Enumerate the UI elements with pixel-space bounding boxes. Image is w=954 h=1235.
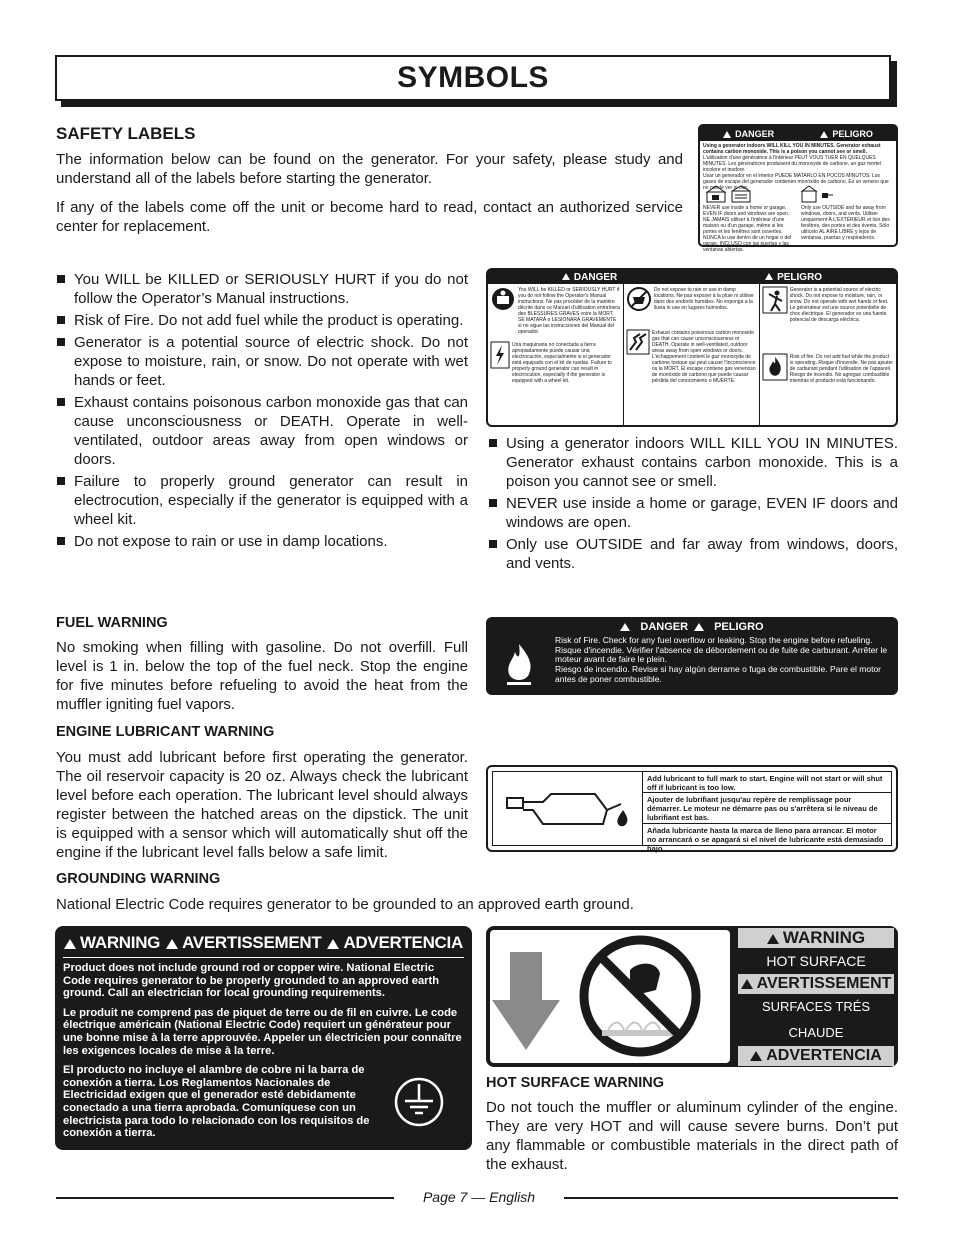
lubricant-label-es: Añada lubricante hasta la marca de lleno para arrancar. El motor no arrancará o se apagará si el nivel de lubricante está demasiado bajo. bbox=[647, 826, 884, 853]
lubricant-warning-text: You must add lubricant before first operating the generator. The oil reservoir capacity is 20 oz. Always check the lubricant level before each operation. The lubricant level should always register between the hatched areas on the dipstick. The unit is equipped with a sensor which will automatically shut off the engine if the lubricant level falls below a safe limit. bbox=[56, 749, 468, 861]
safety-para-2: If any of the labels come off the unit or become hard to read, contact an authorized service center for replacement. bbox=[56, 199, 683, 235]
list-item: Do not expose to rain or use in damp locations. bbox=[56, 532, 468, 551]
fuel-warning-text: No smoking when filling with gasoline. Do not overfill. Full level is 1 in. below the top of the fuel neck. Stop the engine for five minutes before refueling to avoid the heat from the muffler igniting fuel vapors. bbox=[56, 639, 468, 713]
footer-rule-left bbox=[56, 1197, 394, 1199]
warning-triangle-icon bbox=[562, 273, 570, 280]
label2-col1-top: You WILL be KILLED or SERIOUSLY HURT if you do not follow the Operator's Manual instructions. Ne pas procéder de la manière décrite dans ce Manuel d'utilisation entraînera des BLESSURES GRAVES voire la MORT. SE MATARÁ o LESIONARÁ GRAVEMENTE si no sigue las instrucciones del Manual del operador. bbox=[518, 287, 620, 335]
oil-can-icon bbox=[503, 784, 633, 834]
fuel-label-fr: Risque d'incendie. Vérifier l'absence de débordement ou de fuite de carburant. Arrêter le moteur avant de faire le plein. bbox=[555, 644, 888, 665]
warning-word: WARNING bbox=[80, 933, 161, 952]
label2-col3-top: Generator is a potential source of electric shock. Do not expose to moisture, rain, or snow. Do not operate with wet hands or feet. Le générateur est une source potentielle de choc électrique. El generador es una fuente potencial de descarga eléctrica. bbox=[789, 287, 889, 323]
warning-triangle-icon bbox=[820, 131, 828, 138]
list-item: Using a generator indoors WILL KILL YOU IN MINUTES. Generator exhaust contains carbon monoxide. This is a poison you cannot see or smell. bbox=[488, 434, 898, 491]
warning-triangle-icon bbox=[166, 939, 178, 949]
footer-rule-right bbox=[564, 1197, 898, 1199]
hot-avertissement-banner: AVERTISSEMENT bbox=[738, 974, 894, 994]
co-text-fr: L'utilisation d'une génératrice à l'intérieur PEUT VOUS TUER EN QUELQUES MINUTES. Les génératrices produisent du monoxyde de carbone, un gaz mortel incolore et inodore. bbox=[703, 155, 881, 173]
left-bullet-list bbox=[56, 270, 468, 554]
label2-col3-bottom: Risk of fire. Do not add fuel while the product is operating. Risque d'incendie. Ne pas ajouter de carburant pendant l'utilisation de l'appareil. Riesgo de incendio. No agregue combustible mientras el producto está funcionando. bbox=[789, 354, 893, 384]
outside-generator-icon bbox=[800, 185, 834, 203]
label2-col1-bottom: Una maquinaria no conectada a tierra apropiadamente puede causar una electrocución, especialmente si el generador está equipado con el kit de ruedas. Failure to properly ground generator can result in electrocution, especially if the generator is equipped with a wheel kit. bbox=[512, 342, 612, 384]
hot-surface-pictogram bbox=[490, 930, 730, 1063]
page-title: SYMBOLS bbox=[397, 61, 549, 94]
peligro-word: PELIGRO bbox=[832, 128, 873, 139]
list-item: Risk of Fire. Do not add fuel while the product is operating. bbox=[56, 311, 468, 330]
fuel-label-en: Risk of Fire. Check for any fuel overflow or leaking. Stop the engine before refueling. bbox=[555, 635, 873, 645]
hot-surface-warning-text: Do not touch the muffler or aluminum cylinder of the engine. They are very HOT and will cause severe burns. Don’t put any flammable or combustible materials in the direct path of the exhaust. bbox=[486, 1099, 898, 1173]
list-item: Exhaust contains poisonous carbon monoxide gas that can cause unconsciousness or DEATH. Operate in well-ventilated, outdoor areas away from open windows or doors. bbox=[56, 393, 468, 469]
read-manual-icon bbox=[491, 287, 515, 311]
flame-icon bbox=[499, 640, 539, 688]
garage-generator-icon bbox=[730, 185, 752, 203]
co-danger-label-head bbox=[700, 126, 896, 141]
electric-shock-icon bbox=[491, 342, 509, 368]
label2-col2-top: Do not expose to rain or use in damp locations. Ne pas exposer à la pluie ni utiliser dans des endroits humides. No exponga a la lluvia ni use en lugares húmedos. bbox=[653, 287, 754, 311]
fire-icon bbox=[763, 354, 787, 380]
hot-warning-banner: WARNING bbox=[738, 928, 894, 948]
hot-surface-en: HOT SURFACE bbox=[766, 953, 866, 969]
safety-labels-heading: SAFETY LABELS bbox=[56, 124, 196, 143]
peligro-word: PELIGRO bbox=[777, 271, 823, 283]
warning-triangle-icon bbox=[741, 979, 753, 989]
grounding-warning-text: National Electric Code requires generator to be grounded to an approved earth ground. bbox=[56, 896, 634, 913]
hot-surface-es: SUPERFICIES CALIENTE bbox=[739, 1070, 893, 1085]
exhaust-fumes-icon bbox=[627, 330, 649, 354]
general-danger-label bbox=[486, 268, 898, 427]
fuel-warning-heading: FUEL WARNING bbox=[56, 615, 168, 631]
general-danger-label-head bbox=[488, 270, 896, 284]
co-text-right: Only use OUTSIDE and far away from windows, doors, and vents. Utiliser uniquement À L'EXTÉRIEUR et loin des fenêtres, des portes et des évents. Sólo utilícelo AL AIRE LIBRE y lejos de ventanas, puertas y respiraderos. bbox=[801, 205, 890, 241]
list-item: NEVER use inside a home or garage, EVEN IF doors and windows are open. bbox=[488, 494, 898, 532]
fuel-danger-label bbox=[486, 617, 898, 695]
warning-triangle-icon bbox=[64, 939, 76, 949]
warning-triangle-icon bbox=[327, 939, 339, 949]
warning-triangle-icon bbox=[765, 273, 773, 280]
list-item: Only use OUTSIDE and far away from windows, doors, and vents. bbox=[488, 535, 898, 573]
co-danger-label bbox=[698, 124, 898, 253]
lubricant-label-en: Add lubricant to full mark to start. Engine will not start or will shut off if lubricant is too low. bbox=[643, 772, 891, 793]
hot-surface-fr: SURFACES TRÉS CHAUDE bbox=[761, 999, 871, 1040]
danger-word: DANGER bbox=[640, 620, 689, 633]
grounding-warning-label bbox=[55, 926, 472, 1150]
avertissement-word: AVERTISSEMENT bbox=[182, 933, 322, 952]
peligro-word: PELIGRO bbox=[714, 620, 764, 633]
right-bullet-list bbox=[488, 434, 898, 576]
page-footer: Page 7 — English bbox=[422, 1189, 536, 1205]
page-title-box bbox=[55, 55, 891, 101]
warning-triangle-icon bbox=[723, 131, 731, 138]
grounding-label-es: El producto no incluye el alambre de cobre ni la barra de conexión a tierra. Los Reglamentos Nacionales de Electricidad exigen que el generador esté debidamente conectado a una tierra aprobada. Comuníquese con un electricista para todo lo relacionado con los requisitos de conexión a tierra. bbox=[63, 1064, 370, 1140]
lubricant-label bbox=[486, 765, 898, 852]
shock-person-icon bbox=[763, 287, 787, 313]
no-rain-icon bbox=[627, 287, 651, 311]
danger-word: DANGER bbox=[573, 271, 618, 283]
warning-triangle-icon bbox=[620, 623, 630, 631]
safety-para-1: The information below can be found on the generator. For your safety, please study and understand all of the labels before starting the generator. bbox=[56, 151, 683, 187]
advertencia-word: ADVERTENCIA bbox=[343, 933, 463, 952]
fuel-label-es: Riesgo de incendio. Revise si hay algún derrame o fuga de combustible. Pare el motor antes de poner combustible. bbox=[555, 664, 882, 684]
list-item: You WILL be KILLED or SERIOUSLY HURT if you do not follow the Operator’s Manual instructions. bbox=[56, 270, 468, 308]
ground-symbol-icon bbox=[393, 1076, 445, 1128]
grounding-warning-heading: GROUNDING WARNING bbox=[56, 871, 221, 887]
warning-triangle-icon bbox=[767, 934, 779, 944]
grounding-label-head bbox=[63, 931, 464, 955]
fuel-danger-label-head bbox=[488, 619, 896, 634]
warning-triangle-icon bbox=[694, 623, 704, 631]
hot-surface-warning-heading: HOT SURFACE WARNING bbox=[486, 1075, 665, 1091]
hot-advertencia-banner: ADVERTENCIA bbox=[738, 1046, 894, 1066]
grounding-label-en: Product does not include ground rod or copper wire. National Electric Code requires generator to be properly grounded to an approved earth ground. Call an electrician for local grounding requirements. bbox=[63, 962, 440, 1000]
co-text-left: NEVER use inside a home or garage, EVEN IF doors and windows are open. NE JAMAIS utiliser à l'intérieur d'une maison ou d'un garage, même si les portes et les fenêtres sont ouvertes. NUNCA lo use dentro de un hogar o del garaje, INCLUSO con las puertas y las ventanas abiertas. bbox=[703, 205, 792, 253]
house-generator-icon bbox=[705, 185, 727, 203]
danger-word: DANGER bbox=[735, 128, 775, 139]
warning-triangle-icon bbox=[750, 1051, 762, 1061]
lubricant-label-fr: Ajouter de lubrifiant jusqu'au repère de remplissage pour démarrer. Le moteur ne démarre pas ou s'arrêtera si le niveau de lubrifiant est bas. bbox=[643, 793, 891, 824]
list-item: Failure to properly ground generator can result in electrocution, especially if the generator is equipped with a wheel kit. bbox=[56, 472, 468, 529]
co-text-es: Usar un generador en el interior PUEDE MATARLO EN POCOS MINUTOS. Los gases de escape del generador contienen monóxido de carbono. Es un veneno que no puede ver ni oler. bbox=[703, 173, 889, 191]
grounding-label-fr: Le produit ne comprend pas de piquet de terre ou de fil en cuivre. Le code électrique américain (National Electric Code) requiert un générateur pour une bonne mise à la terre approuvée. Appeler un électricien pour connaître les exigences locales de mise à la terre. bbox=[63, 1006, 462, 1057]
label2-col2-bottom: Exhaust contains poisonous carbon monoxide gas that can cause unconsciousness or DEATH. Operate in well-ventilated, outdoor areas away from open windows or doors. L'échappement contient le gaz monoxyde de carbone toxique qui peut causer l'inconscience ou la MORT. El escape contiene gas venenoso de monóxido de carbono que puede causar pérdida del conocimiento o MUERTE. bbox=[651, 330, 756, 384]
co-text-en: Using a generator indoors WILL KILL YOU IN MINUTES. Generator exhaust contains carbon monoxide. This is a poison you cannot see or smell. bbox=[703, 143, 881, 155]
lubricant-warning-heading: ENGINE LUBRICANT WARNING bbox=[56, 724, 275, 740]
list-item: Generator is a potential source of electric shock. Do not expose to moisture, rain, or snow. Do not operate with wet hands or feet. bbox=[56, 333, 468, 390]
